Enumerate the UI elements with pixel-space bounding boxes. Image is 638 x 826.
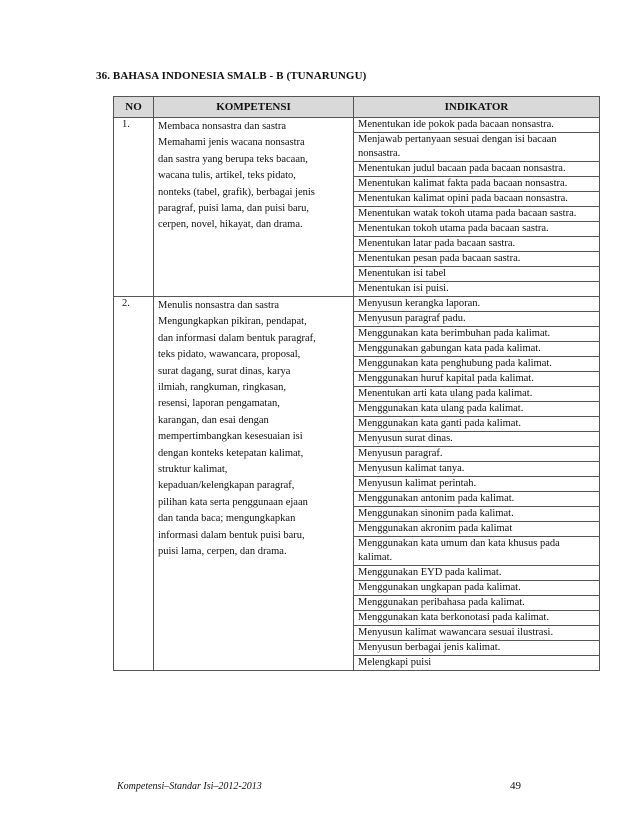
indikator-item: Menggunakan antonim pada kalimat.	[354, 492, 599, 507]
kompetensi-line: paragraf, puisi lama, dan puisi baru,	[158, 203, 310, 215]
kompetensi-line: kepaduan/kelengkapan paragraf,	[158, 480, 295, 492]
indikator-item: Menentukan arti kata ulang pada kalimat.	[354, 387, 599, 402]
indikator-item: Menyusun kalimat tanya.	[354, 462, 599, 477]
footer-source: Kompetensi–Standar Isi–2012-2013	[117, 781, 262, 792]
kompetensi-line: Menulis nonsastra dan sastra	[158, 300, 280, 311]
kompetensi-line: Membaca nonsastra dan sastra	[158, 121, 286, 132]
kompetensi-line: dengan konteks ketepatan kalimat,	[158, 447, 304, 459]
kompetensi-line: surat dagang, surat dinas, karya	[158, 365, 291, 377]
indikator-item: Menggunakan EYD pada kalimat.	[354, 566, 599, 581]
kompetensi-line: Memahami jenis wacana nonsastra	[158, 137, 305, 149]
header-indikator: INDIKATOR	[354, 97, 600, 118]
indikator-item: Menggunakan kata penghubung pada kalimat.	[354, 357, 599, 372]
kompetensi-line: puisi lama, cerpen, dan drama.	[158, 546, 287, 558]
table-row	[114, 118, 600, 297]
indikator-item: Menggunakan akronim pada kalimat	[354, 522, 599, 537]
indikator-item: Melengkapi puisi	[358, 657, 432, 668]
indikator-item: Menggunakan ungkapan pada kalimat.	[354, 581, 599, 596]
indikator-item: Menentukan ide pokok pada bacaan nonsastra.	[354, 118, 599, 133]
header-no: NO	[114, 97, 154, 118]
kompetensi-line: resensi, laporan pengamatan,	[158, 398, 280, 410]
kompetensi-line: nonteks (tabel, grafik), berbagai jenis	[158, 186, 315, 198]
kompetensi-line: karangan, dan esai dengan	[158, 414, 269, 426]
kompetensi-line: dan sastra yang berupa teks bacaan,	[158, 153, 308, 165]
indikator-item: Menggunakan kata ganti pada kalimat.	[354, 417, 599, 432]
kompetensi-line: teks pidato, wawancara, proposal,	[158, 349, 301, 361]
indikator-item: Menyusun kalimat perintah.	[354, 477, 599, 492]
indikator-item: Menggunakan kata ulang pada kalimat.	[354, 402, 599, 417]
indikator-item: Menentukan kalimat opini pada bacaan nonsastra.	[354, 192, 599, 207]
kompetensi-line: cerpen, novel, hikayat, dan drama.	[158, 219, 303, 231]
indikator-item: Menggunakan sinonim pada kalimat.	[354, 507, 599, 522]
table-header-row	[114, 97, 600, 118]
kompetensi-line: dan informasi dalam bentuk paragraf,	[158, 332, 316, 344]
kompetensi-line: ilmiah, rangkuman, ringkasan,	[158, 382, 287, 394]
indikator-item: Menyusun kerangka laporan.	[354, 297, 599, 312]
page-number: 49	[510, 780, 521, 792]
kompetensi-line: informasi dalam bentuk puisi baru,	[158, 529, 305, 541]
indikator-item: Menentukan judul bacaan pada bacaan nonsastra.	[354, 162, 599, 177]
indikator-item: Menggunakan kata umum dan kata khusus pada kalimat.	[354, 537, 599, 566]
kompetensi-cell	[154, 118, 354, 297]
indikator-item: Menyusun berbagai jenis kalimat.	[354, 641, 599, 656]
indikator-item: Menggunakan kata berimbuhan pada kalimat.	[354, 327, 599, 342]
kompetensi-line: dan tanda baca; mengungkapkan	[158, 513, 296, 525]
indikator-cell	[354, 118, 600, 297]
kompetensi-cell	[154, 297, 354, 671]
kompetensi-line: mempertimbangkan kesesuaian isi	[158, 431, 303, 443]
row-number: 2.	[114, 297, 154, 671]
indikator-cell	[354, 297, 600, 671]
indikator-item: Menentukan watak tokoh utama pada bacaan sastra.	[354, 207, 599, 222]
competency-table	[113, 96, 600, 671]
table-row	[114, 297, 600, 671]
indikator-item: Menjawab pertanyaan sesuai dengan isi bacaan nonsastra.	[354, 133, 599, 162]
indikator-item: Menggunakan kata berkonotasi pada kalimat.	[354, 611, 599, 626]
indikator-item: Menyusun paragraf.	[354, 447, 599, 462]
indikator-item: Menentukan isi puisi.	[358, 283, 449, 294]
indikator-item: Menentukan kalimat fakta pada bacaan nonsastra.	[354, 177, 599, 192]
kompetensi-line: Mengungkapkan pikiran, pendapat,	[158, 316, 307, 328]
indikator-item: Menentukan isi tabel	[354, 267, 599, 282]
kompetensi-line: pilihan kata serta penggunaan ejaan	[158, 496, 308, 508]
kompetensi-line: struktur kalimat,	[158, 464, 228, 476]
indikator-item: Menggunakan huruf kapital pada kalimat.	[354, 372, 599, 387]
kompetensi-line: wacana tulis, artikel, teks pidato,	[158, 170, 296, 182]
indikator-item: Menggunakan peribahasa pada kalimat.	[354, 596, 599, 611]
indikator-item: Menyusun kalimat wawancara sesuai ilustrasi.	[354, 626, 599, 641]
indikator-item: Menentukan latar pada bacaan sastra.	[354, 237, 599, 252]
row-number: 1.	[114, 118, 154, 297]
indikator-item: Menyusun paragraf padu.	[354, 312, 599, 327]
indikator-item: Menyusun surat dinas.	[354, 432, 599, 447]
header-kompetensi: KOMPETENSI	[154, 97, 354, 118]
indikator-item: Menentukan tokoh utama pada bacaan sastra.	[354, 222, 599, 237]
page-title: 36. BAHASA INDONESIA SMALB - B (TUNARUNGU)	[96, 70, 367, 82]
indikator-item: Menentukan pesan pada bacaan sastra.	[354, 252, 599, 267]
indikator-item: Menggunakan gabungan kata pada kalimat.	[354, 342, 599, 357]
